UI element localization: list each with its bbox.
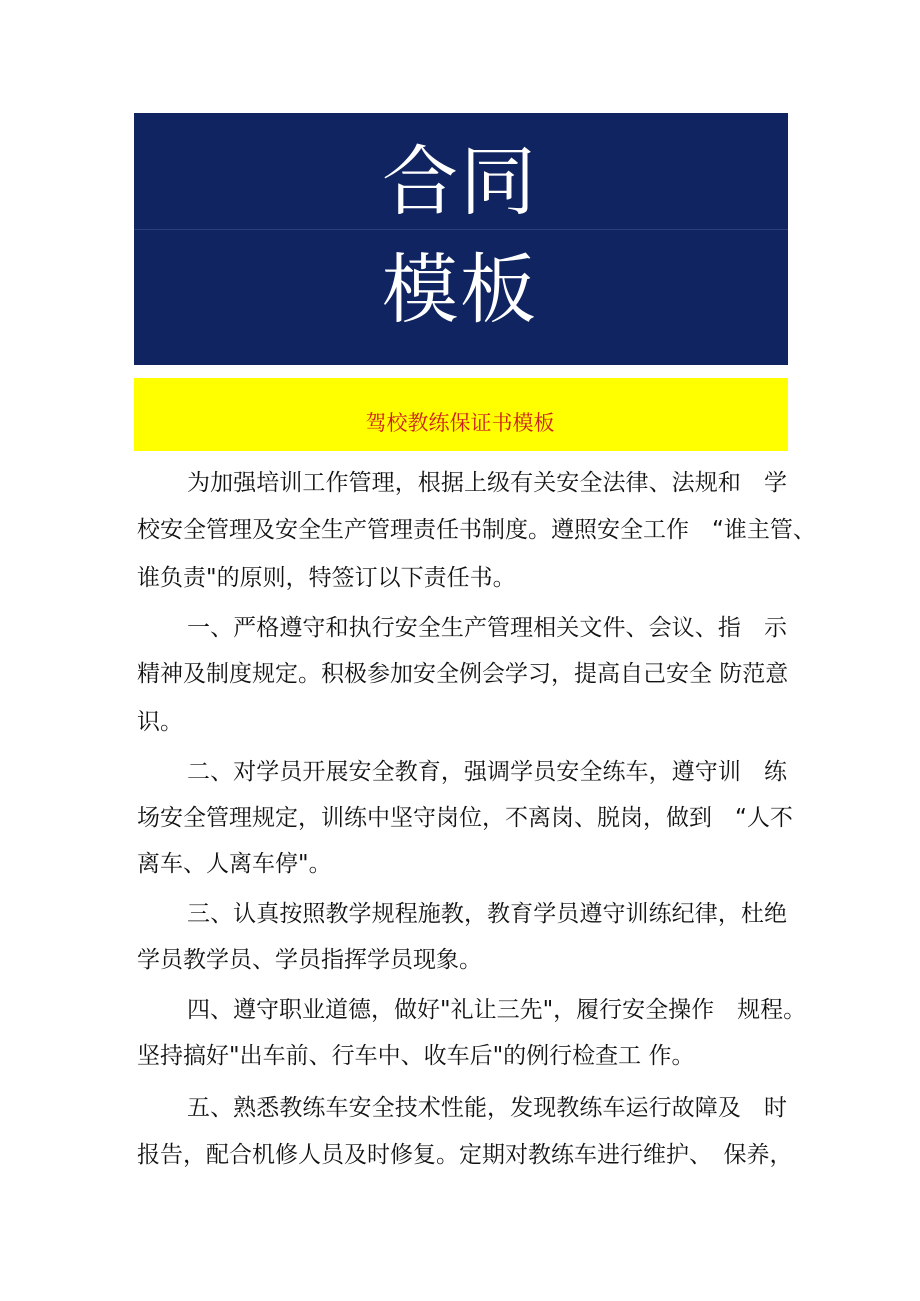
paragraph-line: 一、严格遵守和执行安全生产管理相关文件、会议、指 示 [187, 615, 787, 641]
paragraph-line: 坚持搞好"出车前、行车中、收车后"的例行检查工 作。 [137, 1043, 695, 1069]
banner-title-line-2: 模板 [382, 245, 538, 334]
paragraph-line: 识。 [137, 709, 183, 735]
paragraph-line: 校安全管理及安全生产管理责任书制度。遵照安全工作 “谁主管、 [137, 517, 816, 543]
paragraph-line: 学员教学员、学员指挥学员现象。 [137, 947, 482, 973]
paragraph-line: 场安全管理规定，训练中坚守岗位，不离岗、脱岗，做到 “人不 [137, 805, 793, 831]
paragraph-line: 五、熟悉教练车安全技术性能，发现教练车运行故障及 时 [187, 1095, 787, 1121]
banner-divider [134, 229, 788, 230]
paragraph-line: 谁负责"的原则，特签订以下责任书。 [137, 565, 516, 591]
banner-title-line-1: 合同 [382, 137, 538, 226]
paragraph-line: 二、对学员开展安全教育，强调学员安全练车，遵守训 练 [187, 759, 787, 785]
paragraph-line: 三、认真按照教学规程施教，教育学员遵守训练纪律，杜绝 [187, 901, 787, 927]
paragraph-line: 四、遵守职业道德，做好"礼让三先"，履行安全操作 规程。 [187, 997, 807, 1023]
paragraph-line: 为加强培训工作管理，根据上级有关安全法律、法规和 学 [187, 470, 787, 496]
paragraph-line: 离车、人离车停"。 [137, 851, 332, 877]
paragraph-line: 精神及制度规定。积极参加安全例会学习，提高自己安全 防范意 [137, 661, 789, 687]
document-subtitle: 驾校教练保证书模板 [365, 411, 555, 435]
paragraph-line: 报告，配合机修人员及时修复。定期对教练车进行维护、 保养， [137, 1142, 793, 1168]
